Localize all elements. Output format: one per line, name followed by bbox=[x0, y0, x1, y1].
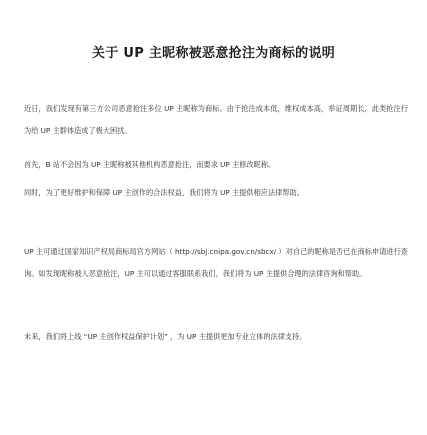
paragraph-3: 同时，为了更好维护和保障 UP 主创作的合法权益，我们将为 UP 主提供相应法律帮助。 bbox=[24, 188, 304, 197]
paragraph-4: UP 主可通过国家知识产权局商标局官方网站（ http://sbj.cnipa.gov.cn/sbcx/ ）对自己的昵称是否已在商标申请进行查询。如发现昵称被人恶意抢注，UP 主可以通过客服联系我们，我们将为 UP 主提供合理的法律咨询和帮助。 bbox=[24, 247, 408, 278]
paragraph-2: 首先，B 站不会因为 UP 主昵称被其他机构恶意抢注，而要求 UP 主修改昵称。 bbox=[24, 160, 276, 169]
paragraph-5: 未来，我们将上线 “UP 主创作权益保护计划” ，为 UP 主提供更加专业立体的法律支持。 bbox=[24, 332, 307, 341]
paragraph-1: 近日，我们发现有第三方公司恶意抢注多位 UP 主昵称为商标。由于抢注成本低，维权成本高，举证周期长，此类抢注行为给 UP 主群体造成了极大困扰。 bbox=[24, 104, 408, 135]
document-title: 关于 UP 主昵称被恶意抢注为商标的说明 bbox=[91, 46, 336, 61]
